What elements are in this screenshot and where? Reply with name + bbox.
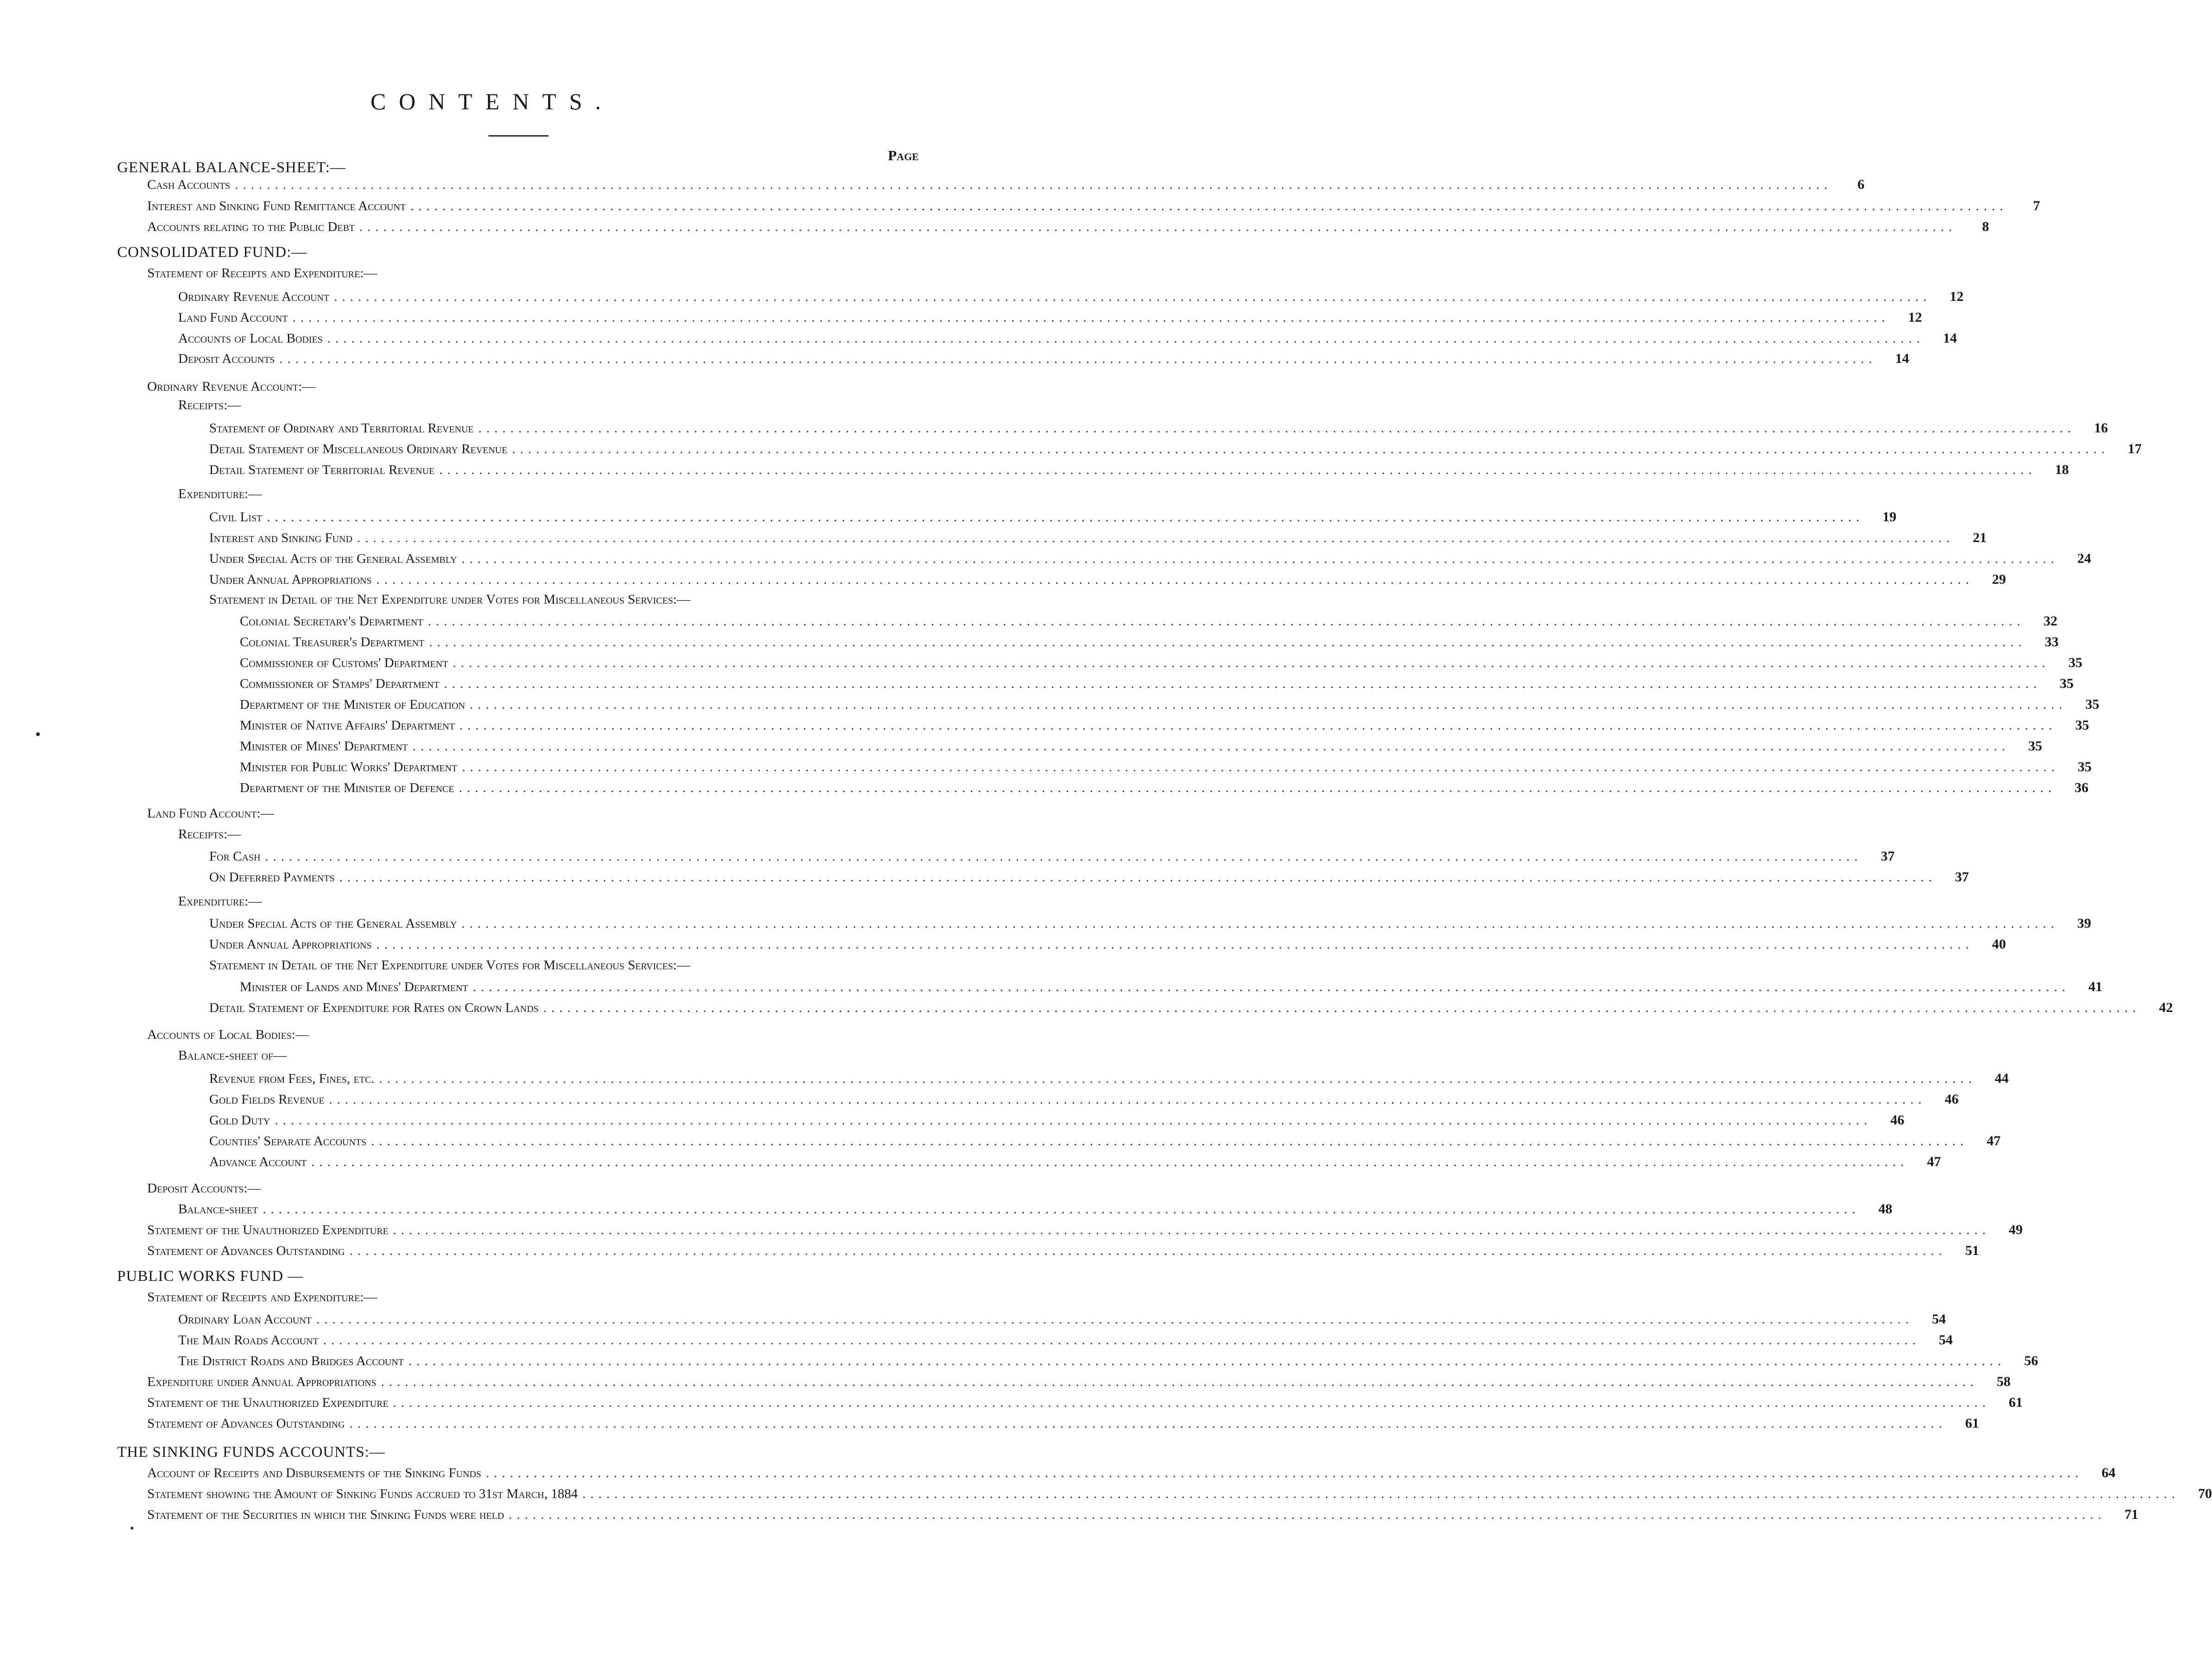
toc-entry (147, 196, 2040, 216)
dot-leader: ........................................................................................................................................................................................................ (469, 697, 2067, 712)
toc-page-number: 39 (2077, 916, 2091, 931)
toc-page-number: 35 (2028, 738, 2043, 754)
dot-leader: ........................................................................................................................................................................................................ (512, 442, 2109, 456)
toc-entry-label: GENERAL BALANCE-SHEET:— (117, 159, 346, 176)
toc-entry-label: Civil List (209, 510, 262, 524)
toc-entry-label: Advance Account (209, 1155, 307, 1169)
dot-leader: ........................................................................................................................................................................................................ (410, 199, 2008, 213)
toc-entry (209, 998, 2173, 1018)
toc-entry (147, 1484, 2212, 1504)
toc-entry-label: Statement of the Unauthorized Expenditure (147, 1395, 389, 1410)
dot-leader: ........................................................................................................................................................................................................ (408, 1354, 2006, 1368)
toc-page-number: 35 (2068, 655, 2082, 670)
margin-speck (36, 732, 40, 736)
toc-entry-label: Statement of Advances Outstanding (147, 1416, 345, 1431)
toc-entry-label: Commissioner of Stamps' Department (240, 676, 440, 691)
toc-page-number: 44 (1994, 1071, 2009, 1086)
toc-entry-label: Detail Statement of Miscellaneous Ordinary Revenue (209, 442, 507, 456)
toc-page-number: 16 (2094, 420, 2108, 436)
toc-page-number: 54 (1932, 1311, 1946, 1327)
toc-entry (240, 977, 2103, 997)
toc-entry-label: Deposit Accounts:— (147, 1181, 261, 1196)
toc-entry-label: Statement of the Unauthorized Expenditure (147, 1223, 389, 1237)
toc-entry-label: Statement in Detail of the Net Expenditure under Votes for Miscellaneous Services:— (209, 592, 690, 607)
dot-leader: ........................................................................................................................................................................................................ (349, 1243, 1947, 1258)
toc-entry-label: Receipts:— (178, 827, 241, 842)
toc-entry-label: Accounts of Local Bodies:— (147, 1027, 309, 1042)
toc-page-number: 35 (2060, 676, 2074, 691)
toc-page-number: 51 (1965, 1243, 1979, 1258)
dot-leader: ........................................................................................................................................................................................................ (376, 572, 1974, 587)
toc-page-number: 6 (1857, 177, 1865, 192)
toc-entry (209, 1089, 1959, 1110)
dot-leader: ........................................................................................................................................................................................................ (316, 1312, 1914, 1327)
toc-entry (147, 1287, 927, 1307)
dot-leader: ........................................................................................................................................................................................................ (265, 849, 1862, 864)
toc-entry-label: The Main Roads Account (178, 1333, 319, 1348)
toc-page-number: 12 (1908, 310, 1922, 325)
toc-entry (209, 1152, 1941, 1172)
dot-leader: ........................................................................................................................................................................................................ (462, 760, 2059, 774)
toc-entry (178, 1309, 1946, 1330)
dot-leader: ........................................................................................................................................................................................................ (412, 739, 2010, 754)
toc-entry-label: Colonial Secretary's Department (240, 614, 423, 629)
toc-entry-label: Land Fund Account (178, 310, 288, 325)
toc-entry (209, 589, 927, 610)
toc-entry-label: Receipts:— (178, 398, 241, 412)
dot-leader: ........................................................................................................................................................................................................ (473, 980, 2070, 994)
toc-entry (209, 846, 1895, 867)
toc-entry-label: Deposit Accounts (178, 351, 275, 366)
toc-page-number: 46 (1890, 1112, 1905, 1128)
toc-entry-label: Balance-sheet (178, 1202, 258, 1217)
toc-entry (178, 484, 927, 504)
toc-page-number: 35 (2085, 697, 2100, 712)
toc-page-number: 18 (2055, 462, 2069, 477)
toc-page-number: 64 (2101, 1465, 2116, 1480)
dot-leader: ........................................................................................................................................................................................................ (279, 351, 1877, 366)
toc-page-number: 7 (2033, 198, 2040, 213)
dot-leader: ........................................................................................................................................................................................................ (329, 1092, 1926, 1107)
dot-leader: ........................................................................................................................................................................................................ (427, 614, 2025, 629)
toc-page-number: 47 (1987, 1133, 2001, 1149)
toc-entry-label: Revenue from Fees, Fines, etc. (209, 1071, 375, 1086)
toc-page-number: 24 (2077, 551, 2091, 566)
dot-leader: ........................................................................................................................................................................................................ (543, 1000, 2141, 1015)
toc-entry-label: Statement showing the Amount of Sinking Funds accrued to 31st March, 1884 (147, 1486, 578, 1501)
toc-entry-label: For Cash (209, 849, 261, 864)
toc-entry (209, 1131, 2001, 1151)
dot-leader: ........................................................................................................................................................................................................ (323, 1333, 1920, 1348)
dot-leader: ........................................................................................................................................................................................................ (459, 718, 2057, 733)
dot-leader: ........................................................................................................................................................................................................ (444, 676, 2042, 691)
toc-entry-label: Under Special Acts of the General Assembly (209, 916, 457, 931)
page-title: CONTENTS. (370, 88, 614, 114)
toc-entry-label: Under Annual Appropriations (209, 572, 372, 587)
dot-leader: ........................................................................................................................................................................................................ (262, 1202, 1860, 1217)
dot-leader: ........................................................................................................................................................................................................ (429, 635, 2026, 649)
dot-leader: ........................................................................................................................................................................................................ (393, 1223, 1991, 1237)
toc-page-number: 32 (2043, 613, 2057, 629)
title-rule (488, 135, 549, 137)
toc-entry (240, 653, 2082, 673)
toc-entry (147, 1413, 1979, 1434)
toc-page-number: 46 (1944, 1092, 1959, 1107)
toc-entry (240, 694, 2100, 715)
toc-entry-label: Accounts of Local Bodies (178, 331, 323, 346)
dot-leader: ........................................................................................................................................................................................................ (371, 1134, 1968, 1149)
toc-section-heading (117, 242, 927, 262)
toc-entry-label: Under Special Acts of the General Assembly (209, 551, 457, 566)
toc-entry-label: Expenditure:— (178, 894, 262, 909)
dot-leader: ........................................................................................................................................................................................................ (452, 655, 2050, 670)
toc-entry (240, 715, 2089, 736)
toc-entry (240, 736, 2043, 756)
toc-page-number: 56 (2024, 1353, 2038, 1368)
dot-leader: ........................................................................................................................................................................................................ (393, 1395, 1991, 1410)
toc-entry-label: Department of the Minister of Education (240, 697, 465, 712)
toc-entry (240, 757, 2092, 777)
toc-entry (178, 395, 927, 415)
toc-entry-label: Gold Duty (209, 1113, 270, 1128)
toc-entry (209, 913, 2091, 934)
dot-leader: ........................................................................................................................................................................................................ (461, 916, 2059, 931)
toc-page-number: 36 (2075, 780, 2089, 795)
dot-leader: ........................................................................................................................................................................................................ (292, 310, 1890, 325)
toc-entry-label: Minister of Mines' Department (240, 739, 408, 754)
toc-entry-label: Balance-sheet of— (178, 1048, 287, 1063)
toc-page-number: 17 (2127, 441, 2142, 456)
toc-entry (178, 1045, 927, 1066)
dot-leader: ........................................................................................................................................................................................................ (235, 177, 1832, 192)
toc-entry-label: Minister of Lands and Mines' Department (240, 980, 469, 994)
dot-leader: ........................................................................................................................................................................................................ (376, 937, 1974, 952)
dot-leader: ........................................................................................................................................................................................................ (359, 219, 1957, 234)
toc-entry-label: Ordinary Loan Account (178, 1312, 312, 1327)
toc-entry (147, 376, 927, 397)
toc-entry (240, 778, 2089, 798)
toc-entry (209, 507, 1897, 527)
toc-entry (147, 803, 927, 824)
dot-leader: ........................................................................................................................................................................................................ (275, 1113, 1872, 1128)
toc-page-number: 54 (1938, 1332, 1953, 1348)
toc-page-number: 47 (1927, 1154, 1941, 1169)
toc-entry-label: Interest and Sinking Fund (209, 531, 353, 545)
toc-page-number: 19 (1882, 509, 1897, 524)
dot-leader: ........................................................................................................................................................................................................ (357, 531, 1955, 545)
toc-entry (209, 418, 2108, 438)
page-column-header: Page (888, 147, 919, 163)
toc-entry (209, 1068, 2009, 1089)
toc-page-number: 37 (1881, 849, 1895, 864)
toc-page-number: 49 (2009, 1222, 2023, 1237)
toc-entry-label: Commissioner of Customs' Department (240, 655, 448, 670)
toc-entry (209, 460, 2069, 480)
toc-entry (178, 307, 1922, 328)
dot-leader: ........................................................................................................................................................................................................ (439, 462, 2037, 477)
dot-leader: ........................................................................................................................................................................................................ (381, 1374, 1978, 1389)
dot-leader: ........................................................................................................................................................................................................ (311, 1155, 1909, 1169)
toc-page-number: 35 (2077, 759, 2092, 774)
toc-entry-label: Accounts relating to the Public Debt (147, 219, 355, 234)
toc-entry (209, 569, 2006, 590)
toc-entry-label: Statement of Receipts and Expenditure:— (147, 266, 377, 281)
toc-entry (147, 217, 1989, 237)
toc-entry-label: Interest and Sinking Fund Remittance Account (147, 199, 406, 213)
toc-entry-label: Statement of the Securities in which the Sinking Funds were held (147, 1507, 504, 1522)
toc-entry (147, 1241, 1979, 1261)
toc-entry-label: Minister of Native Affairs' Department (240, 718, 455, 733)
toc-entry (240, 632, 2059, 652)
toc-entry-label: Detail Statement of Territorial Revenue (209, 462, 435, 477)
toc-entry (147, 263, 927, 283)
toc-entry (178, 328, 1957, 349)
toc-page-number: 33 (2044, 634, 2059, 649)
toc-entry (178, 1351, 2038, 1371)
toc-entry-label: Land Fund Account:— (147, 806, 274, 821)
toc-page-number: 35 (2075, 718, 2089, 733)
margin-speck (131, 1527, 133, 1529)
toc-entry-label: Statement of Ordinary and Territorial Revenue (209, 421, 474, 436)
dot-leader: ........................................................................................................................................................................................................ (508, 1507, 2106, 1522)
toc-entry (147, 1392, 2023, 1413)
toc-page-number: 41 (2088, 979, 2103, 994)
toc-entry (178, 287, 1964, 307)
toc-entry (178, 1199, 1893, 1219)
toc-entry-label: Expenditure:— (178, 487, 262, 501)
toc-section-heading (117, 1266, 927, 1286)
toc-entry-label: THE SINKING FUNDS ACCOUNTS:— (117, 1444, 385, 1461)
toc-entry (178, 824, 927, 844)
toc-entry (240, 611, 2057, 631)
toc-entry-label: PUBLIC WORKS FUND — (117, 1268, 304, 1285)
toc-page-number: 61 (2009, 1395, 2023, 1410)
toc-entry-label: Ordinary Revenue Account (178, 289, 330, 304)
toc-page-number: 42 (2159, 1000, 2173, 1015)
toc-entry-label: Account of Receipts and Disbursements of the Sinking Funds (147, 1466, 481, 1480)
toc-page-number: 40 (1992, 936, 2006, 952)
toc-entry-label: Detail Statement of Expenditure for Rates on Crown Lands (209, 1000, 539, 1015)
toc-page-number: 71 (2124, 1507, 2138, 1522)
toc-entry (147, 1178, 927, 1199)
toc-entry (209, 528, 1987, 548)
toc-entry (209, 955, 927, 975)
dot-leader: ........................................................................................................................................................................................................ (349, 1416, 1947, 1431)
toc-page-number: 37 (1955, 869, 1969, 885)
toc-entry-label: Under Annual Appropriations (209, 937, 372, 952)
toc-page-number: 70 (2198, 1486, 2212, 1501)
toc-page-number: 48 (1878, 1201, 1893, 1217)
toc-entry (209, 934, 2006, 955)
toc-page-number: 61 (1965, 1416, 1979, 1431)
toc-section-heading (117, 1442, 927, 1462)
dot-leader: ........................................................................................................................................................................................................ (334, 289, 1931, 304)
toc-entry (147, 1504, 2138, 1525)
dot-leader: ........................................................................................................................................................................................................ (339, 870, 1937, 885)
toc-entry (178, 1330, 1953, 1350)
toc-page-number: 12 (1950, 289, 1964, 304)
toc-entry (209, 1110, 1905, 1130)
toc-entry-label: On Deferred Payments (209, 870, 335, 885)
dot-leader: ........................................................................................................................................................................................................ (459, 780, 2056, 795)
toc-page-number: 58 (1996, 1374, 2011, 1389)
toc-entry-label: Ordinary Revenue Account:— (147, 379, 316, 394)
toc-entry-label: Statement in Detail of the Net Expenditure under Votes for Miscellaneous Services:— (209, 958, 690, 973)
toc-entry-label: Statement of Receipts and Expenditure:— (147, 1290, 377, 1305)
toc-entry-label: Department of the Minister of Defence (240, 780, 455, 795)
dot-leader: ........................................................................................................................................................................................................ (486, 1466, 2083, 1480)
dot-leader: ........................................................................................................................................................................................................ (267, 510, 1864, 524)
toc-entry (178, 891, 927, 911)
toc-entry (147, 1463, 2116, 1483)
toc-entry-label: CONSOLIDATED FUND:— (117, 244, 307, 261)
toc-entry-label: The District Roads and Bridges Account (178, 1354, 404, 1368)
toc-entry (147, 1220, 2023, 1240)
toc-entry-label: Counties' Separate Accounts (209, 1134, 367, 1149)
toc-entry (147, 1372, 2011, 1392)
toc-page-number: 14 (1943, 331, 1957, 346)
dot-leader: ........................................................................................................................................................................................................ (327, 331, 1925, 346)
toc-page-number: 8 (1982, 219, 1989, 234)
toc-page-number: 29 (1992, 572, 2006, 587)
toc-entry (209, 867, 1969, 887)
toc-page-number: 14 (1895, 351, 1909, 366)
toc-entry-label: Colonial Treasurer's Department (240, 635, 425, 649)
toc-entry (147, 175, 1865, 195)
toc-entry (209, 549, 2091, 569)
toc-entry-label: Cash Accounts (147, 177, 231, 192)
toc-entry-label: Gold Fields Revenue (209, 1092, 325, 1107)
dot-leader: ........................................................................................................................................................................................................ (379, 1071, 1976, 1086)
toc-page-number: 21 (1973, 530, 1987, 545)
toc-entry (178, 349, 1909, 369)
toc-entry (209, 439, 2142, 459)
toc-entry (240, 674, 2074, 694)
toc-entry-label: Minister for Public Works' Department (240, 760, 457, 774)
dot-leader: ........................................................................................................................................................................................................ (461, 551, 2059, 566)
toc-entry-label: Expenditure under Annual Appropriations (147, 1374, 376, 1389)
dot-leader: ........................................................................................................................................................................................................ (478, 421, 2076, 436)
toc-entry (147, 1024, 927, 1045)
toc-entry-label: Statement of Advances Outstanding (147, 1243, 345, 1258)
dot-leader: ........................................................................................................................................................................................................ (582, 1486, 2180, 1501)
